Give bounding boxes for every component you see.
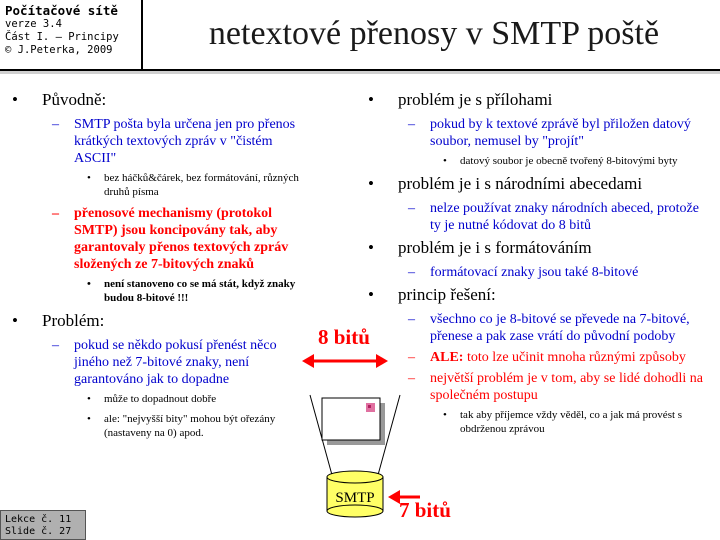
bullet-originally [12, 90, 312, 110]
sub-agreement: – největší problém je v tom, aby se lidé dohodli na společném postupu [368, 370, 713, 404]
label-8bit: 8 bitů [318, 325, 370, 349]
sub-national-chars: – nelze používat znaky národních abeced, protože ty je nutné kódovat do 8 bitů [368, 200, 713, 234]
double-arrow-icon [302, 354, 388, 368]
slide-title: netextové přenosy v SMTP poště [208, 15, 660, 52]
bullet-label: Původně: [42, 90, 107, 109]
bullet-formatting: • problém je i s formátováním [368, 238, 713, 258]
author-label: © J.Peterka, 2009 [5, 44, 113, 56]
bullet-label: Problém: [42, 311, 105, 330]
but-rest: toto lze učinit mnoha různými způsoby [463, 350, 686, 365]
sub-attached-file: – pokud by k textové zprávě byl přiložen datový soubor, nemusel by "projít" [368, 116, 713, 150]
version-label: verze 3.4 [5, 18, 62, 30]
sub-formatting-chars: – formátovací znaky jsou také 8-bitové [368, 264, 713, 281]
lesson-number: Lekce č. 11 [5, 514, 72, 525]
title-shadow [0, 71, 720, 74]
smtp-label: SMTP [335, 490, 375, 506]
detail-8bit-bytes: • datový soubor je obecně tvořený 8-bitovými byty [368, 154, 713, 168]
label-7bit: 7 bitů [399, 498, 451, 522]
detail-high-bits: • ale: "nejvyšší bity" mohou být ořezány (nastaveny na 0) apod. [12, 412, 312, 440]
course-name: Počítačové sítě [5, 3, 118, 18]
slide-footer [0, 510, 86, 540]
detail-may-work: • může to dopadnout dobře [12, 392, 312, 406]
sub-non-7bit: – pokud se někdo pokusí přenést něco jiného než 7-bitové znaky, není garantováno jak to dopadne [12, 337, 312, 388]
sub-convert-7bit: – všechno co je 8-bitové se převede na 7-bitové, přenese a pak zase vrátí do původní podoby [368, 311, 713, 345]
bullet-attachments: • problém je s přílohami [368, 90, 713, 110]
bullet-solution: • princip řešení: [368, 285, 713, 305]
sub-transfer-mechanisms: – přenosové mechanismy (protokol SMTP) jsou koncipovány tak, aby garantovaly přenos textových zpráv složených ze 7-bitových znaků [12, 205, 312, 273]
bullet-national-alphabets: • problém je i s národními abecedami [368, 174, 713, 194]
slide-number: Slide č. 27 [5, 526, 72, 537]
detail-recipient: • tak aby příjemce vždy věděl, co a jak má provést s obdrženou zprávou [368, 408, 713, 436]
course-info-box [0, 0, 143, 71]
but-prefix: ALE: [430, 350, 464, 365]
sub-smtp-purpose: – SMTP pošta byla určena jen pro přenos krátkých textových zpráv v "čistém ASCII" [12, 116, 312, 167]
envelope-icon [322, 398, 385, 445]
detail-no-diacritics: • bez háčků&čárek, bez formátování, různých druhů písma [12, 171, 312, 199]
detail-8bit-undefined: • není stanoveno co se má stát, když znaky budou 8-bitové !!! [12, 277, 312, 305]
part-label: Část I. – Principy [5, 31, 119, 43]
bullet-problem [12, 311, 312, 331]
left-column [12, 90, 312, 446]
